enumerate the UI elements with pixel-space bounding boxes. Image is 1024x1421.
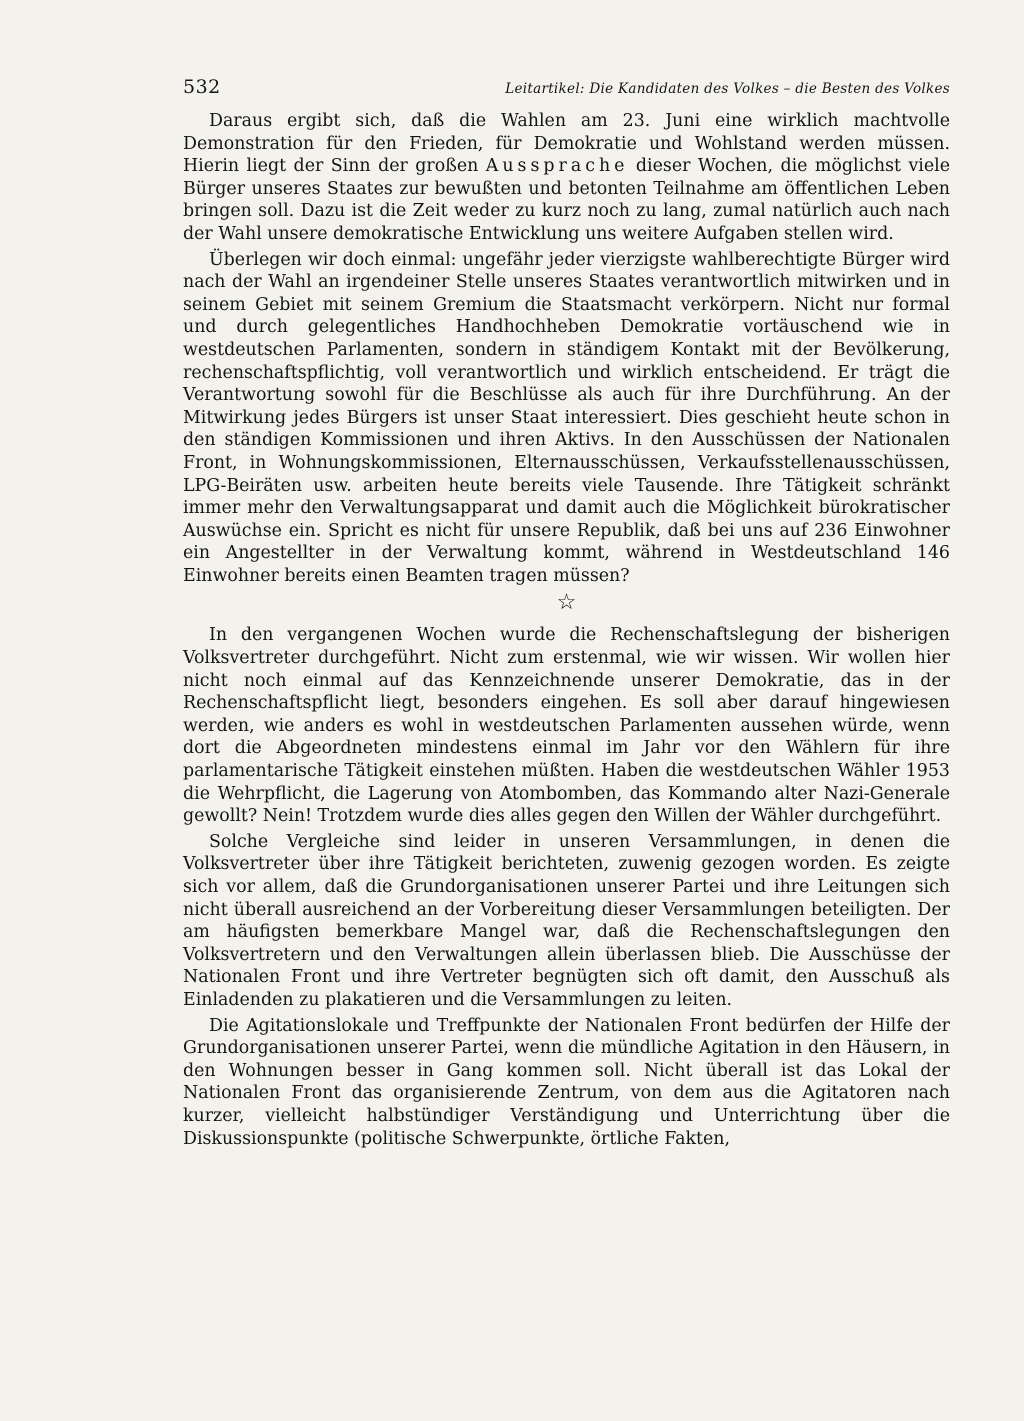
page-number: 532 <box>183 76 221 98</box>
section-separator-star-icon: ☆ <box>556 590 577 616</box>
paragraph-4: Solche Vergleiche sind leider in unseren Versammlungen, in denen die Volksvertreter über ihre Tätigkeit berichteten, zuwenig gezogen worden. Es zeigte sich vor allem, daß die Grundorganisationen unserer Partei und ihre Leitungen sich nicht überall ausreichend an der Vorbereitung dieser Versammlungen beteiligten. Der am häufigsten bemerkbare Mangel war, daß die Rechenschaftslegungen den Volksvertretern und den Verwaltungen allein überlassen blieb. Die Ausschüsse der Nationalen Front und ihre Vertreter begnügten sich oft damit, den Ausschuß als Einladenden zu plakatieren und die Versammlungen zu leiten. <box>183 831 950 1010</box>
paragraph-5: Die Agitationslokale und Treffpunkte der Nationalen Front bedürfen der Hilfe der Grundorganisationen unserer Partei, wenn die mündliche Agitation in den Häusern, in den Wohnungen besser in Gang kommen soll. Nicht überall ist das Lokal der Nationalen Front das organisierende Zentrum, von dem aus die Agitatoren nach kurzer, vielleicht halbstündiger Verständigung und Unterrichtung über die Diskussionspunkte (politische Schwerpunkte, örtliche Fakten, <box>183 1015 950 1149</box>
page-header <box>183 76 950 110</box>
paragraph-1-text-before: Daraus ergibt sich, daß die Wahlen am 23. Juni eine wirklich machtvolle Demonstration für den Frieden, für Demokratie und Wohlstand werden müssen. Hierin liegt der Sinn der großen <box>183 111 950 177</box>
paragraph-2: Überlegen wir doch einmal: ungefähr jeder vierzigste wahlberechtigte Bürger wird nach der Wahl an irgendeiner Stelle unseres Staates verantwortlich mitwirken und in seinem Gebiet mit seinem Gremium die Staatsmacht verkörpern. Nicht nur formal und durch gelegentliches Handhochheben Demokratie vortäuschend wie in westdeutschen Parlamenten, sondern in ständigem Kontakt mit der Bevölkerung, rechenschaftspflichtig, voll verantwortlich und wirklich entscheidend. Er trägt die Verantwortung sowohl für die Beschlüsse als auch für ihre Durchführung. An der Mitwirkung jedes Bürgers ist unser Staat interessiert. Dies geschieht heute schon in den ständigen Kommissionen und ihren Aktivs. In den Ausschüssen der Nationalen Front, in Wohnungskommissionen, Elternausschüssen, Verkaufsstellenausschüssen, LPG-Beiräten usw. arbeiten heute bereits viele Tausende. Ihre Tätigkeit schränkt immer mehr den Verwaltungsapparat und damit auch die Möglichkeit bürokratischer Auswüchse ein. Spricht es nicht für unsere Republik, daß bei uns auf 236 Einwohner ein Angestellter in der Verwaltung kommt, während in Westdeutschland 146 Einwohner bereits einen Beamten tragen müssen? <box>183 249 950 586</box>
paragraph-1-text-after: dieser Wochen, die möglichst viele Bürger unseres Staates zur bewußten und betonten Teilnahme am öffentlichen Leben bringen soll. Dazu ist die Zeit weder zu kurz noch zu lang, zumal natürlich auch nach der Wahl unsere demokratische Entwicklung uns weitere Aufgaben stellen wird. <box>183 156 951 244</box>
paragraph-3: In den vergangenen Wochen wurde die Rechenschaftslegung der bisherigen Volksvertreter durchgeführt. Nicht zum erstenmal, wie wir wissen. Wir wollen hier nicht noch einmal auf das Kennzeichnende unserer Demokratie, das in der Rechenschaftspflicht liegt, besonders eingehen. Es soll aber darauf hingewiesen werden, wie anders es wohl in westdeutschen Parlamenten aussehen würde, wenn dort die Abgeordneten mindestens einmal im Jahr vor den Wählern für ihre parlamentarische Tätigkeit einstehen müßten. Haben die westdeutschen Wähler 1953 die Wehrpflicht, die Lagerung von Atombomben, das Kommando alter Nazi-Generale gewollt? Nein! Trotzdem wurde dies alles gegen den Willen der Wähler durchgeführt. <box>183 625 950 827</box>
paragraph-1 <box>183 110 950 246</box>
document-page <box>183 76 950 1150</box>
article-body <box>183 110 950 1150</box>
paragraph-1-emphasis: Aussprache <box>485 156 629 177</box>
running-title: Leitartikel: Die Kandidaten des Volkes – die Besten des Volkes <box>505 81 950 97</box>
